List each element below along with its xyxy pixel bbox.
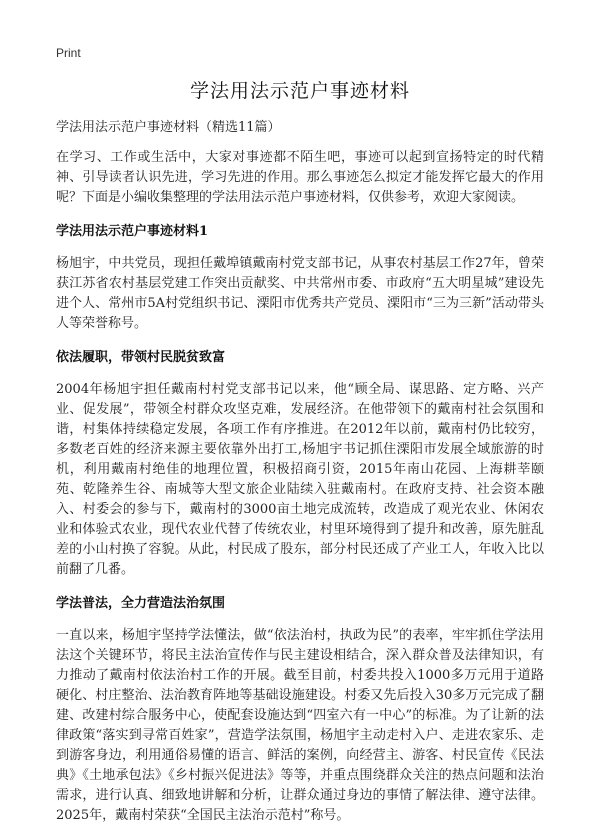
document-subtitle: 学法用法示范户事迹材料（精选11篇） <box>56 120 281 135</box>
intro-paragraph: 在学习、工作或生活中，大家对事迹都不陌生吧，事迹可以起到宣扬特定的时代精神、引导读者认识先进，学习先进的作用。那么事迹怎么拟定才能发挥它最大的作用呢？下面是小编收集整理的学法用法示范户事迹材料，仅供参考，欢迎大家阅读。 <box>56 150 544 205</box>
section-body-1: 杨旭宇，中共党员，现担任戴埠镇戴南村党支部书记，从事农村基层工作27年，曾荣获江苏省农村基层党建工作突出贡献奖、中共常州市委、市政府“五大明星城”建设先进个人、常州市5A村党组织书记、溧阳市优秀共产党员、溧阳市“三为三新”活动带头人等荣誉称号。 <box>56 256 544 331</box>
document-content <box>56 118 544 840</box>
document-title: 学法用法示范户事迹材料 <box>189 80 410 102</box>
section-heading-3: 学法普法，全力营造法治氛围 <box>56 596 226 611</box>
section-heading-2: 依法履职，带领村民脱贫致富 <box>56 350 226 365</box>
print-label[interactable]: Print <box>56 46 81 60</box>
section-body-3: 一直以来，杨旭宇坚持学法懂法，做“依法治村，执政为民”的表率，牢牢抓住学法用法这个关键环节，将民主法治宣传作与民主建设相结合，深入群众普及法律知识，有力推动了戴南村依法治村工作的开展。截至目前，村委共投入1000多万元用于道路硬化、村庄整治、法治教育阵地等基础设施建设。村委又先后投入30多万元完成了翻建、改建村综合服务中心，使配套设施达到“四室六有一中心”的标准。为了让新的法律政策“落实到寻常百姓家”，营造学法氛围，杨旭宇主动走村入户、走进农家乐、走到游客身边，利用通俗易懂的语言、鲜活的案例，向经营主、游客、村民宣传《民法典》《土地承包法》《乡村振兴促进法》等等，并重点围绕群众关注的热点问题和法治需求，进行认真、细致地讲解和分析，让群众通过身边的事情了解法律、遵守法律。2025年，戴南村荣获“全国民主法治示范村”称号。 <box>56 628 544 823</box>
section-heading-1: 学法用法示范户事迹材料1 <box>56 224 209 239</box>
section-body-2: 2004年杨旭宇担任戴南村村党支部书记以来，他“顾全局、谋思路、定方略、兴产业、促发展”，带领全村群众攻坚克难，发展经济。在他带领下的戴南村社会氛围和谐，村集体持续稳定发展，各项工作有序推进。在2012年以前，戴南村仍比较穷，多数老百姓的经济来源主要依靠外出打工,杨旭宇书记抓住溧阳市发展全域旅游的时机，利用戴南村绝佳的地理位置，积极招商引资，2015年南山花园、上海耕莘颐苑、乾隆养生谷、南城等大型文旅企业陆续入驻戴南村。在政府支持、社会资本融入、村委会的参与下，戴南村的3000亩土地完成流转，改造成了观光农业、休闲农业和体验式农业，现代农业代替了传统农业，村里环境得到了提升和改善，原先脏乱差的小山村换了容貌。从此，村民成了股东，部分村民还成了产业工人，年收入比以前翻了几番。 <box>56 382 544 577</box>
